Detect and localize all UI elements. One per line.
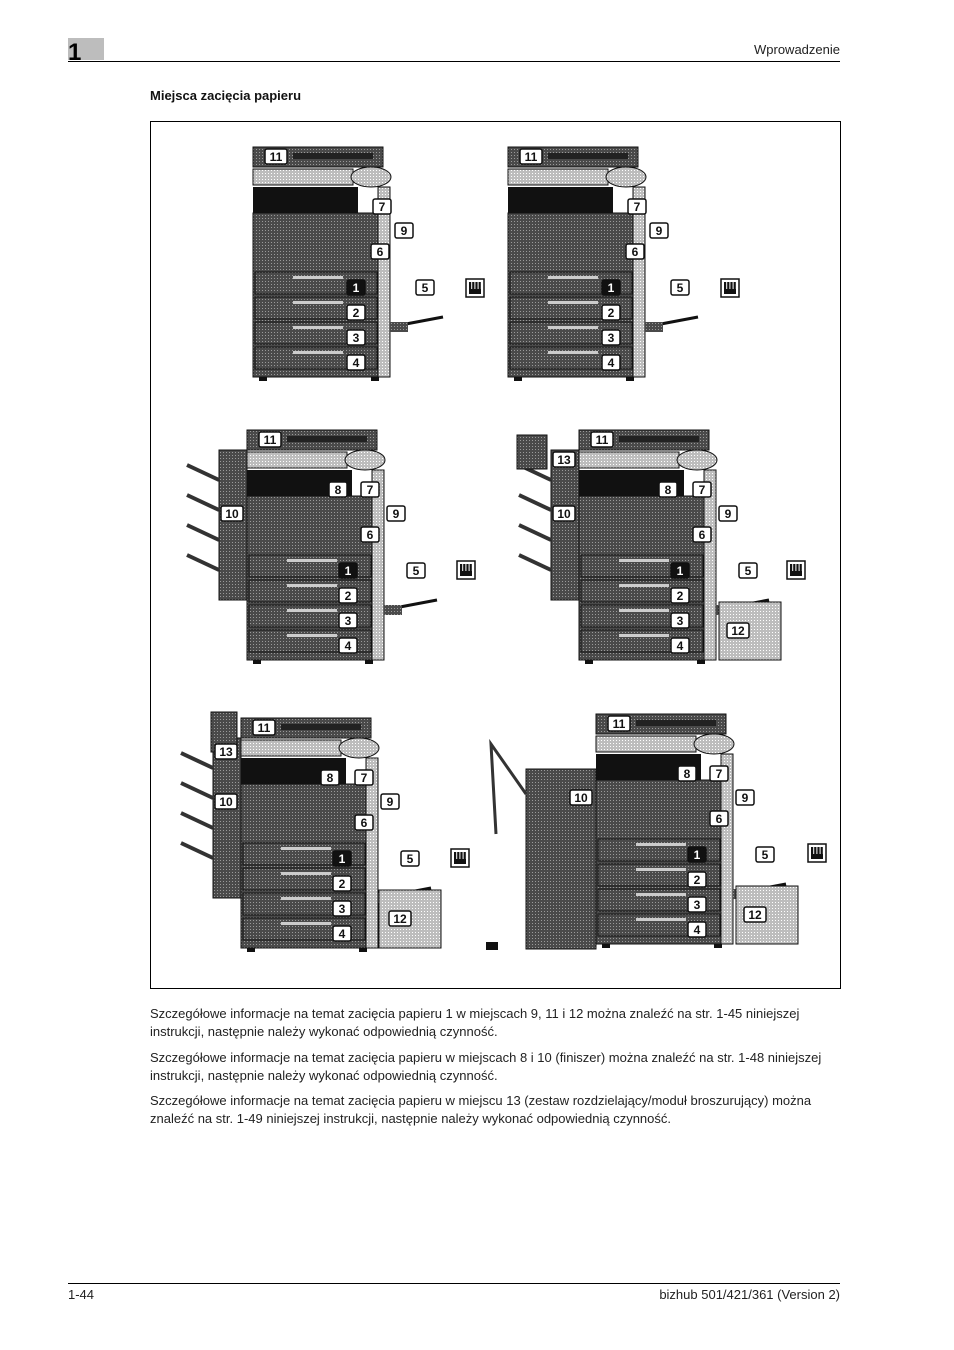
location-label-text: 9 xyxy=(386,795,394,809)
copier-illustration xyxy=(253,147,484,381)
location-label-text: 2 xyxy=(352,306,360,320)
copier-illustration xyxy=(181,712,469,952)
location-label-text: 7 xyxy=(633,200,641,214)
location-label-text: 9 xyxy=(724,507,732,521)
location-label-text: 11 xyxy=(612,717,626,731)
location-label-text: 5 xyxy=(406,852,414,866)
location-label-text: 4 xyxy=(352,356,360,370)
location-label-text: 9 xyxy=(392,507,400,521)
section-heading: Miejsca zacięcia papieru xyxy=(150,88,302,103)
paragraph-2: Szczegółowe informacje na temat zacięcia papieru w miejscach 8 i 10 (finiszer) można znaleźć na str. 1-48 niniejszej instrukcji, następnie należy wykonać odpowiednią czynność. xyxy=(150,1050,822,1083)
location-label-text: 1 xyxy=(344,564,352,578)
location-label-text: 6 xyxy=(366,528,374,542)
location-label-text: 8 xyxy=(326,771,334,785)
chapter-number: 1 xyxy=(68,39,82,66)
location-label-text: 1 xyxy=(607,281,615,295)
jam-locations-figure xyxy=(150,121,841,989)
location-label-text: 2 xyxy=(607,306,615,320)
location-label-text: 11 xyxy=(269,150,283,164)
location-label-text: 11 xyxy=(595,433,609,447)
location-label-text: 2 xyxy=(676,589,684,603)
location-label-text: 7 xyxy=(715,767,723,781)
location-label-text: 3 xyxy=(338,902,346,916)
location-label-text: 3 xyxy=(693,898,701,912)
location-label-text: 9 xyxy=(741,791,749,805)
location-label-text: 11 xyxy=(524,150,538,164)
location-label-text: 10 xyxy=(574,791,588,805)
location-label-text: 4 xyxy=(676,639,684,653)
footer-rule xyxy=(68,1283,840,1284)
location-label-text: 6 xyxy=(376,245,384,259)
location-label-text: 5 xyxy=(421,281,429,295)
copier-illustration xyxy=(187,430,475,664)
header-rule xyxy=(68,61,840,62)
location-label-text: 10 xyxy=(557,507,571,521)
location-label-text: 4 xyxy=(607,356,615,370)
copier-illustration xyxy=(486,714,826,950)
hand-icon xyxy=(457,561,475,579)
location-label-text: 4 xyxy=(344,639,352,653)
location-label-text: 1 xyxy=(693,848,701,862)
location-label-text: 12 xyxy=(748,908,762,922)
location-label-text: 1 xyxy=(676,564,684,578)
location-label-text: 8 xyxy=(683,767,691,781)
location-label-text: 5 xyxy=(761,848,769,862)
hand-icon xyxy=(451,849,469,867)
location-label-text: 4 xyxy=(338,927,346,941)
location-label-text: 12 xyxy=(393,912,407,926)
location-label-text: 5 xyxy=(412,564,420,578)
footer-page-number: 1-44 xyxy=(68,1287,95,1302)
location-label-text: 3 xyxy=(676,614,684,628)
location-label-text: 5 xyxy=(744,564,752,578)
location-label-text: 7 xyxy=(366,483,374,497)
location-label-text: 7 xyxy=(378,200,386,214)
location-label-text: 2 xyxy=(338,877,346,891)
location-label-text: 3 xyxy=(607,331,615,345)
paragraph-1: Szczegółowe informacje na temat zacięcia papieru 1 w miejscach 9, 11 i 12 można znaleźć na str. 1-45 niniejszej instrukcji, następnie należy wykonać odpowiednią czynność. xyxy=(150,1006,800,1039)
copier-illustration xyxy=(508,147,739,381)
location-label-text: 2 xyxy=(693,873,701,887)
location-label-text: 3 xyxy=(352,331,360,345)
location-label-text: 1 xyxy=(338,852,346,866)
location-label-text: 6 xyxy=(698,528,706,542)
location-label-text: 6 xyxy=(631,245,639,259)
location-label-text: 12 xyxy=(731,624,745,638)
location-label-text: 1 xyxy=(352,281,360,295)
hand-icon xyxy=(808,844,826,862)
location-label-text: 9 xyxy=(400,224,408,238)
paragraph-3: Szczegółowe informacje na temat zacięcia papieru w miejscu 13 (zestaw rozdzielający/moduł broszurujący) można znaleźć na str. 1-49 niniejszej instrukcji, następnie należy wykonać odpowiednią czynność. xyxy=(150,1093,812,1126)
hand-icon xyxy=(466,279,484,297)
location-label-text: 13 xyxy=(219,745,233,759)
location-label-text: 9 xyxy=(655,224,663,238)
location-label-text: 3 xyxy=(344,614,352,628)
location-label-text: 6 xyxy=(715,812,723,826)
location-label-text: 13 xyxy=(557,453,571,467)
location-label-text: 11 xyxy=(263,433,277,447)
location-label-text: 4 xyxy=(693,923,701,937)
location-label-text: 7 xyxy=(698,483,706,497)
location-label-text: 11 xyxy=(257,721,271,735)
location-label-text: 8 xyxy=(664,483,672,497)
location-label-text: 10 xyxy=(219,795,233,809)
hand-icon xyxy=(787,561,805,579)
header-title: Wprowadzenie xyxy=(754,42,840,57)
location-label-text: 2 xyxy=(344,589,352,603)
location-label-text: 6 xyxy=(360,816,368,830)
location-label-text: 7 xyxy=(360,771,368,785)
location-label-text: 5 xyxy=(676,281,684,295)
copier-illustration xyxy=(517,430,805,664)
footer-product: bizhub 501/421/361 (Version 2) xyxy=(659,1287,840,1302)
location-label-text: 8 xyxy=(334,483,342,497)
location-label-text: 10 xyxy=(225,507,239,521)
machine-diagrams xyxy=(151,122,840,988)
hand-icon xyxy=(721,279,739,297)
